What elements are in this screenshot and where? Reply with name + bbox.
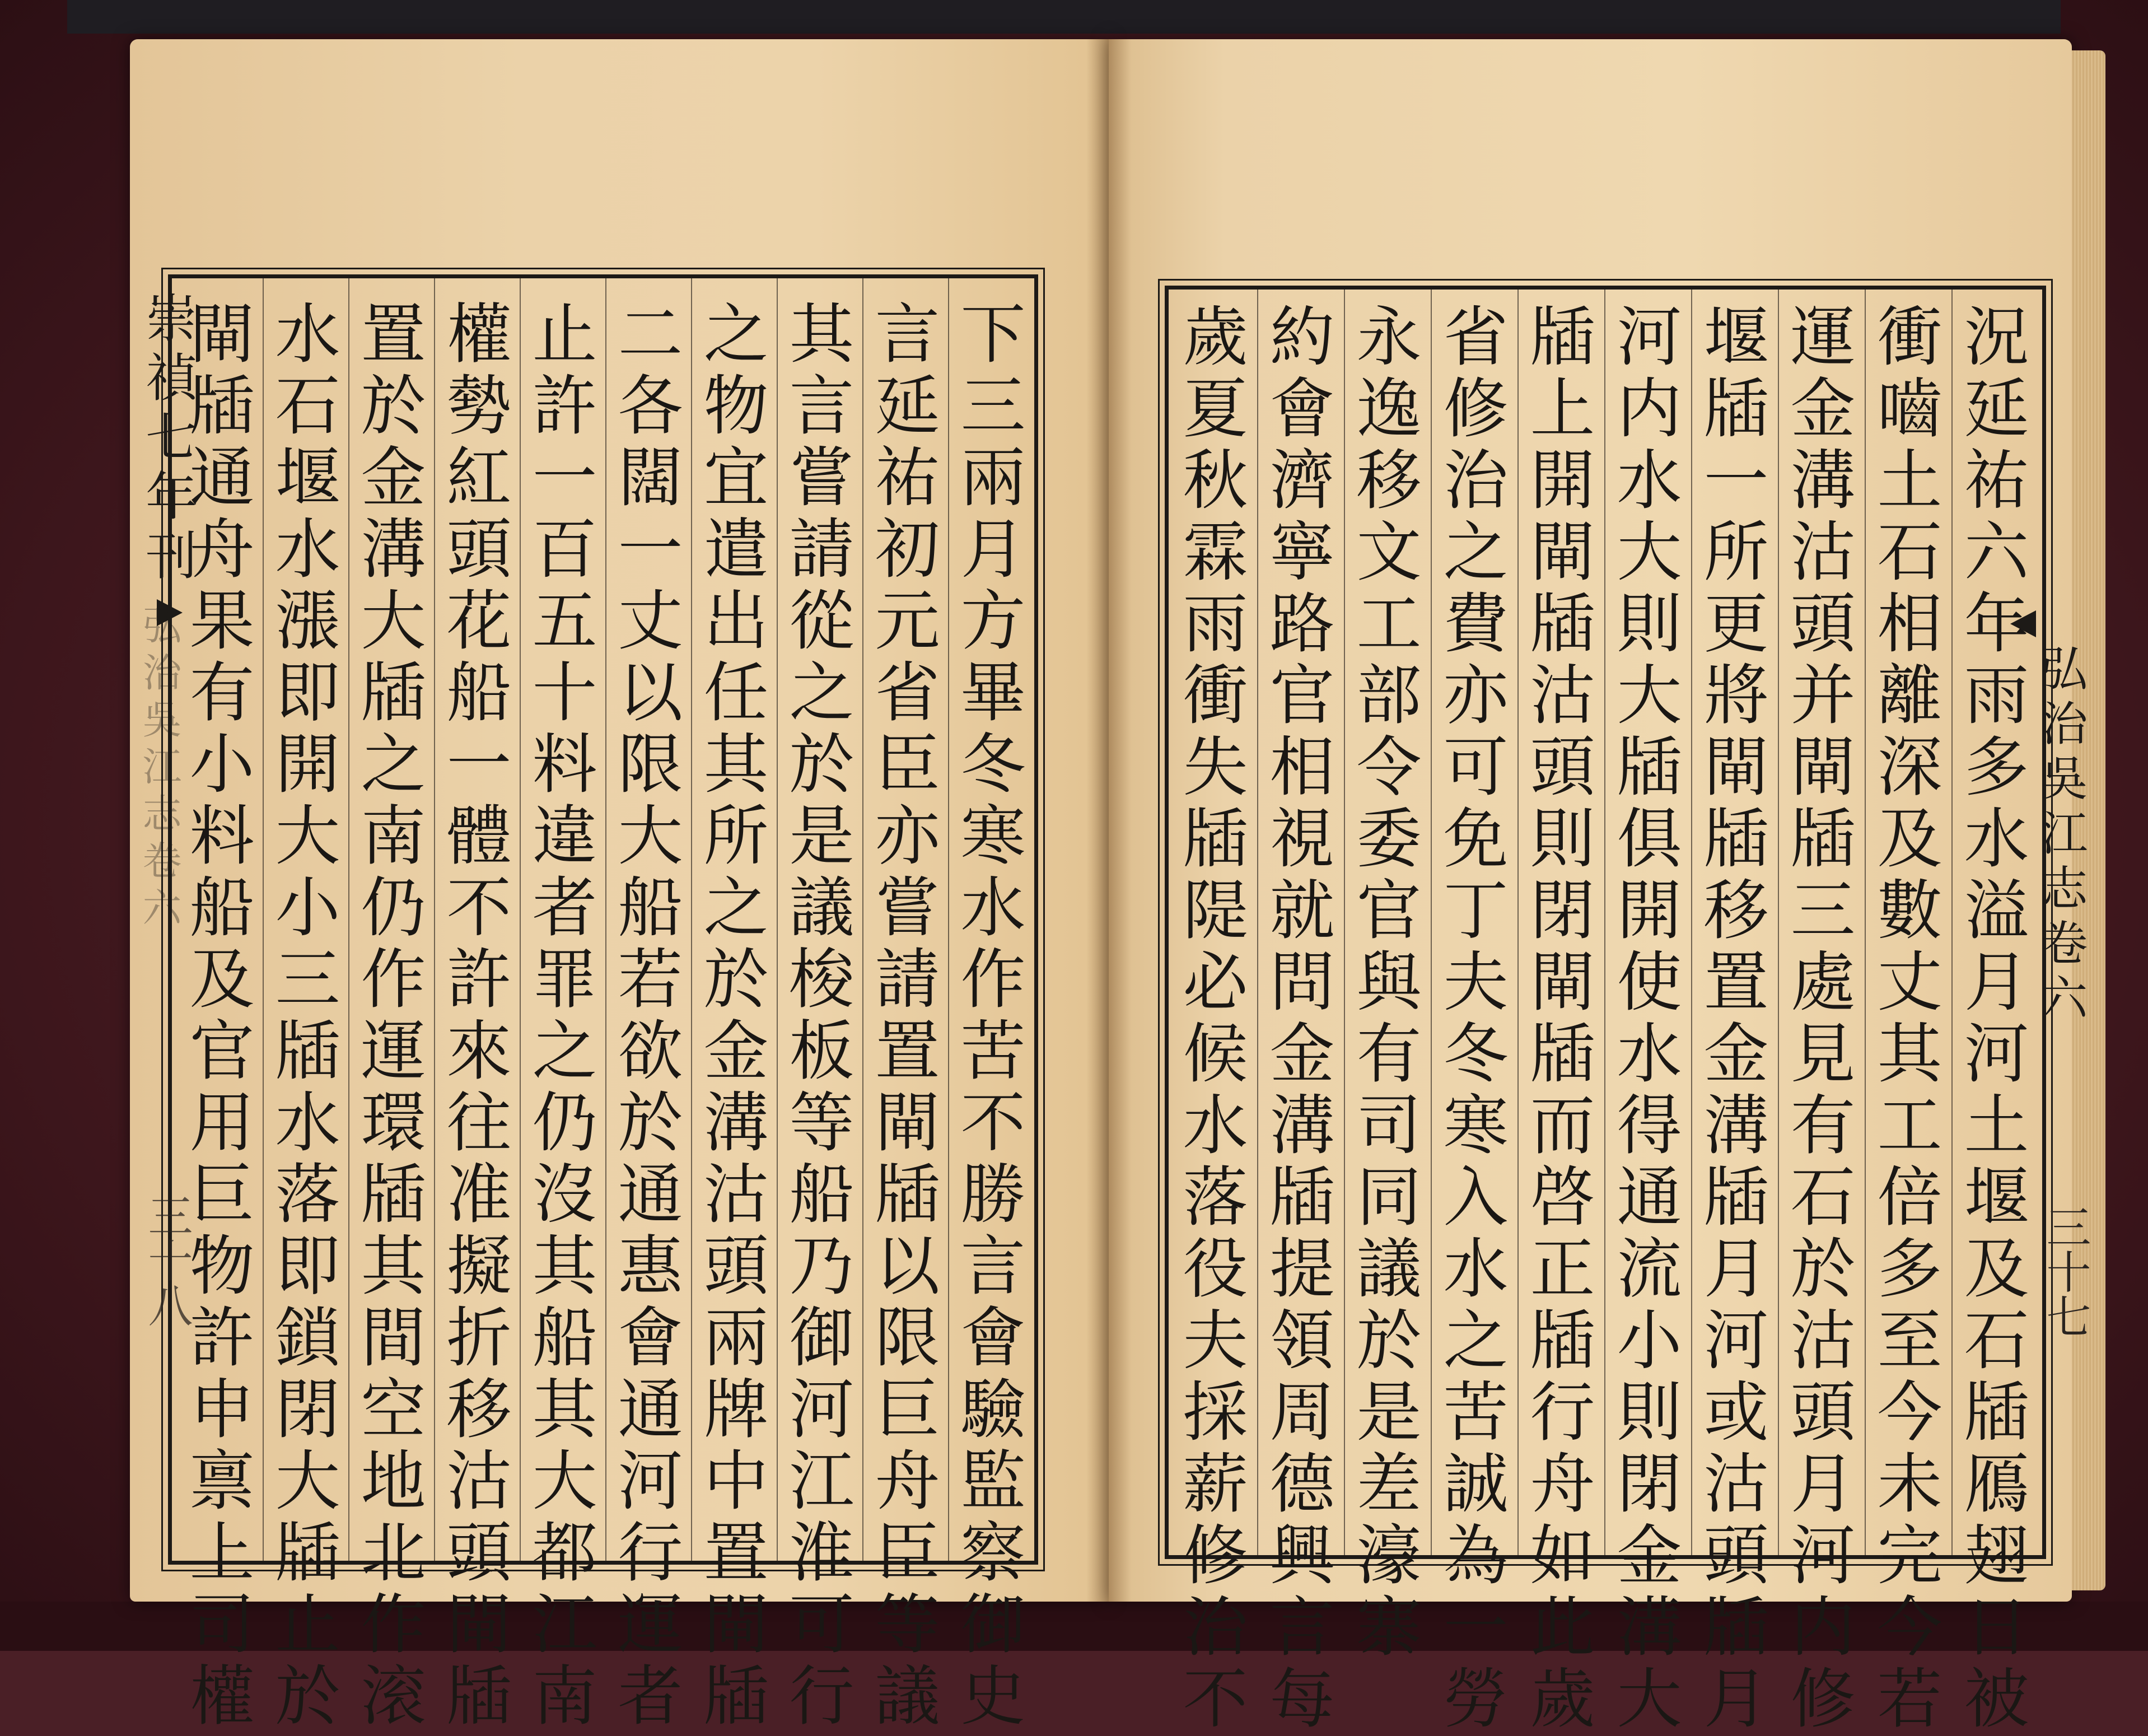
left-column-8: 置於金溝大牐之南仍作運環牐其間空地北作滚 bbox=[350, 300, 426, 1733]
left-column-5: 二各闊一丈以限大船若欲於通惠會通河行運者 bbox=[607, 300, 683, 1733]
right-column-rule bbox=[1865, 290, 1866, 1555]
left-column-rule bbox=[862, 278, 863, 1561]
left-column-rule bbox=[348, 278, 349, 1561]
right-column-3: 運金溝沽頭并閘牐三處見有石於沽頭月河内修 bbox=[1780, 302, 1855, 1736]
scanner-top-edge bbox=[67, 0, 2061, 34]
left-column-9: 水石堰水漲即開大小三牐水落即鎖閉大牐止於 bbox=[264, 300, 340, 1733]
right-column-5: 河内水大則大牐俱開使水得通流小則閉金溝大 bbox=[1606, 302, 1682, 1736]
left-column-rule bbox=[605, 278, 606, 1561]
right-column-4: 堰牐一所更將閘牐移置金溝牐月河或沽頭牐月 bbox=[1693, 302, 1768, 1736]
right-column-8: 永逸移文工部令委官與有司同議於是差濠寨 bbox=[1346, 302, 1421, 1664]
left-column-rule bbox=[263, 278, 264, 1561]
left-column-7: 權勢紅頭花船一體不許來往准擬折移沽頭閘牐 bbox=[436, 300, 511, 1733]
right-column-rule bbox=[1517, 290, 1519, 1555]
right-column-6: 牐上開閘牐沽頭則閉閘牐而啓正牐行舟如此歲 bbox=[1519, 302, 1595, 1736]
left-column-6: 止許一百五十料違者罪之仍沒其船其大都江南 bbox=[521, 300, 597, 1733]
left-column-rule bbox=[777, 278, 778, 1561]
left-column-3: 其言嘗請從之於是議梭板等船乃御河江淮可行 bbox=[778, 300, 854, 1733]
right-folio-number: 三十七 bbox=[2039, 1204, 2091, 1338]
right-column-9: 約會濟寧路官相視就問金溝牐提領周德興言每 bbox=[1259, 302, 1334, 1736]
right-column-rule bbox=[1951, 290, 1953, 1555]
left-column-4: 之物宜遣出任其所之於金溝沽頭兩牌中置閘牐 bbox=[693, 300, 768, 1733]
left-column-rule bbox=[948, 278, 949, 1561]
right-column-rule bbox=[1257, 290, 1258, 1555]
left-column-rule bbox=[434, 278, 435, 1561]
left-margin-label: 崇禎七年刊 bbox=[137, 291, 197, 588]
right-column-1: 況延祐六年雨多水溢月河土堰及石牐鴈翅日被 bbox=[1953, 302, 2029, 1736]
left-column-2: 言延祐初元省臣亦嘗請置閘牐以限巨舟臣等議 bbox=[864, 300, 940, 1733]
left-column-10: 閘牐通舟果有小料船及官用巨物許申禀上司權 bbox=[179, 300, 254, 1733]
right-column-rule bbox=[1604, 290, 1605, 1555]
right-fish-tail-mark bbox=[2010, 610, 2036, 637]
right-column-rule bbox=[1691, 290, 1692, 1555]
right-column-rule bbox=[1431, 290, 1432, 1555]
right-column-10: 歲夏秋霖雨衝失牐隄必候水落役夫採薪修治不 bbox=[1172, 302, 1248, 1736]
left-column-rule bbox=[520, 278, 521, 1561]
left-bleedthrough-title: 弘治吳江志卷六 bbox=[136, 605, 182, 934]
book-gutter bbox=[1086, 39, 1131, 1602]
right-column-rule bbox=[1778, 290, 1779, 1555]
right-column-rule bbox=[1344, 290, 1345, 1555]
right-margin-label: 弘治吳江志卷六 bbox=[2033, 644, 2088, 1028]
left-folio-number: 三十八 bbox=[141, 1193, 193, 1327]
left-column-rule bbox=[691, 278, 692, 1561]
right-column-2: 衝嚙土石相離深及數丈其工倍多至今未完今若 bbox=[1866, 302, 1942, 1736]
left-column-1: 下三兩月方畢冬寒水作苦不勝言會驗監察御史 bbox=[950, 300, 1025, 1733]
right-column-7: 省修治之費亦可免丁夫冬寒入水之苦誠為一勞 bbox=[1432, 302, 1508, 1736]
